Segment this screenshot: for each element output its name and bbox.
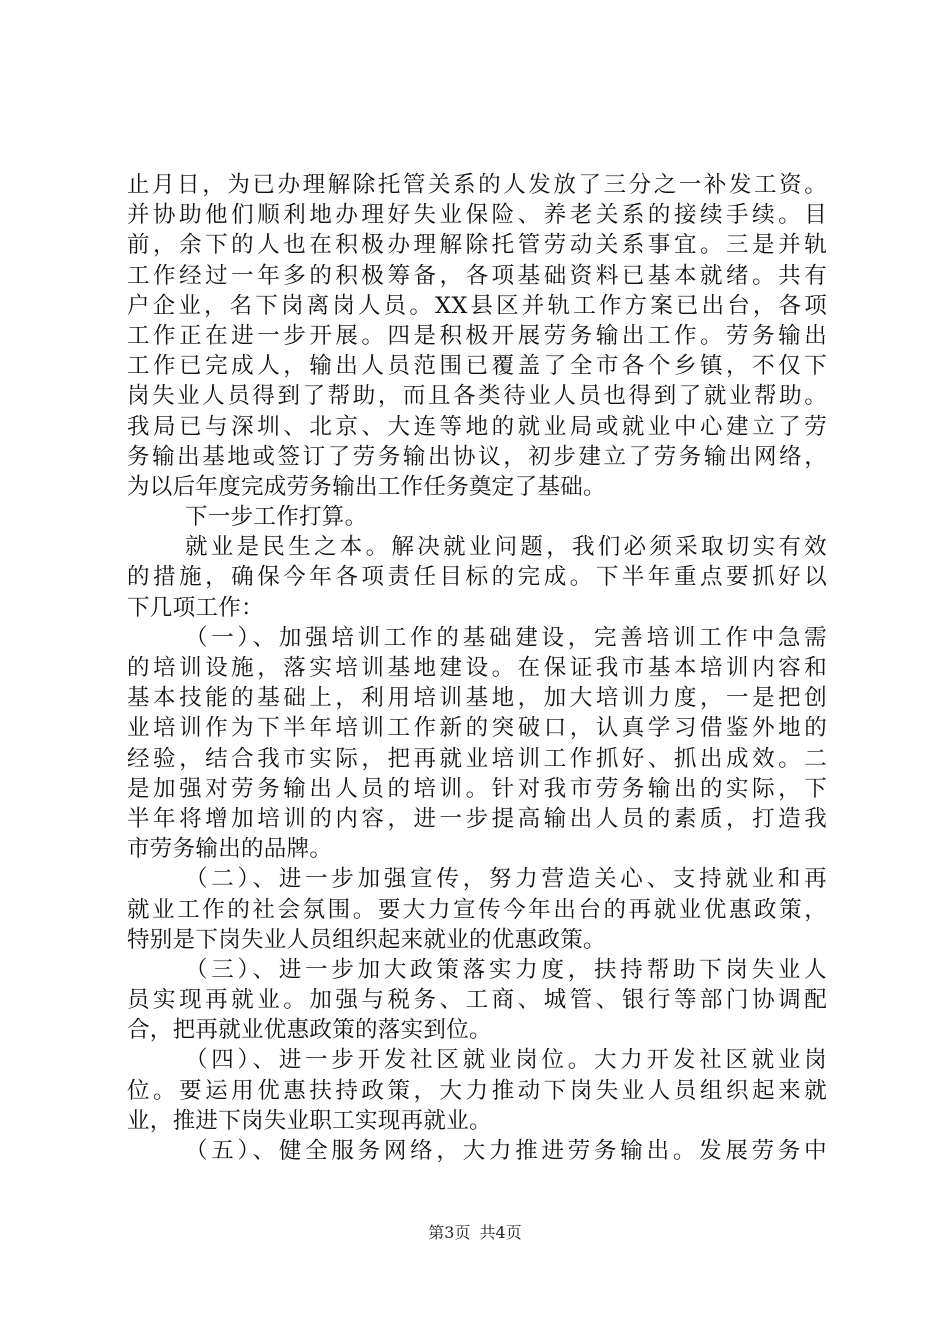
text-line: （三）、进一步加大政策落实力度，扶持帮助下岗失业人 — [185, 956, 827, 983]
text-line: 就业是民生之本。解决就业问题，我们必须采取切实有效 — [185, 534, 827, 561]
text-line: 的培训设施，落实培训基地建设。在保证我市基本培训内容和 — [127, 655, 827, 681]
text-line: 合，把再就业优惠政策的落实到位。 — [127, 1017, 492, 1044]
text-line: 工作经过一年多的积极筹备，各项基础资料已基本就绪。共有 — [127, 262, 827, 289]
text-line: 业培训作为下半年培训工作新的突破口，认真学习借鉴外地的 — [127, 715, 827, 742]
document-body — [127, 170, 827, 1166]
text-line: 前，余下的人也在积极办理解除托管劳动关系事宜。三是并轨 — [127, 232, 827, 259]
text-line: 工作正在进一步开展。四是积极开展劳务输出工作。劳务输出 — [127, 322, 827, 349]
text-line: 并协助他们顺利地办理好失业保险、养老关系的接续手续。目 — [127, 202, 827, 229]
text-line: 下一步工作打算。 — [185, 504, 368, 531]
text-line: 半年将增加培训的内容，进一步提高输出人员的素质，打造我 — [127, 805, 827, 832]
text-line: （一）、加强培训工作的基础建设，完善培训工作中急需 — [185, 624, 827, 651]
page-total: 共4页 — [479, 1223, 522, 1242]
text-line: 经验，结合我市实际，把再就业培训工作抓好、抓出成效。二 — [127, 745, 827, 772]
text-line: 的措施，确保今年各项责任目标的完成。下半年重点要抓好以 — [127, 564, 827, 591]
text-line: 业，推进下岗失业职工实现再就业。 — [127, 1107, 492, 1134]
text-line: 止月日，为已办理解除托管关系的人发放了三分之一补发工资。 — [127, 172, 827, 198]
text-line: 工作已完成人，输出人员范围已覆盖了全市各个乡镇，不仅下 — [127, 353, 827, 380]
text-line: 下几项工作： — [127, 594, 264, 621]
text-line: 特别是下岗失业人员组织起来就业的优惠政策。 — [127, 926, 606, 953]
page-footer — [0, 1223, 950, 1243]
text-line: 位。要运用优惠扶持政策，大力推动下岗失业人员组织起来就 — [127, 1077, 827, 1104]
text-line: 我局已与深圳、北京、大连等地的就业局或就业中心建立了劳 — [127, 413, 827, 440]
text-line: 市劳务输出的品牌。 — [127, 836, 333, 863]
page-number: 第3页 — [428, 1223, 471, 1242]
text-line: 务输出基地或签订了劳务输出协议，初步建立了劳务输出网络， — [127, 443, 827, 470]
text-line: 是加强对劳务输出人员的培训。针对我市劳务输出的实际，下 — [127, 775, 827, 802]
text-line: （二）、进一步加强宣传，努力营造关心、支持就业和再 — [185, 866, 827, 893]
text-line: 岗失业人员得到了帮助，而且各类待业人员也得到了就业帮助。 — [127, 383, 827, 410]
text-line: 就业工作的社会氛围。要大力宣传今年出台的再就业优惠政策， — [127, 896, 827, 923]
text-line: 为以后年度完成劳务输出工作任务奠定了基础。 — [127, 473, 606, 500]
text-line: （四）、进一步开发社区就业岗位。大力开发社区就业岗 — [185, 1047, 827, 1074]
text-line: 户企业，名下岗离岗人员。XX县区并轨工作方案已出台，各项 — [127, 292, 827, 319]
text-line: （五）、健全服务网络，大力推进劳务输出。发展劳务中 — [185, 1138, 827, 1164]
text-line: 基本技能的基础上，利用培训基地，加大培训力度，一是把创 — [127, 685, 827, 712]
text-line: 员实现再就业。加强与税务、工商、城管、银行等部门协调配 — [127, 987, 827, 1014]
